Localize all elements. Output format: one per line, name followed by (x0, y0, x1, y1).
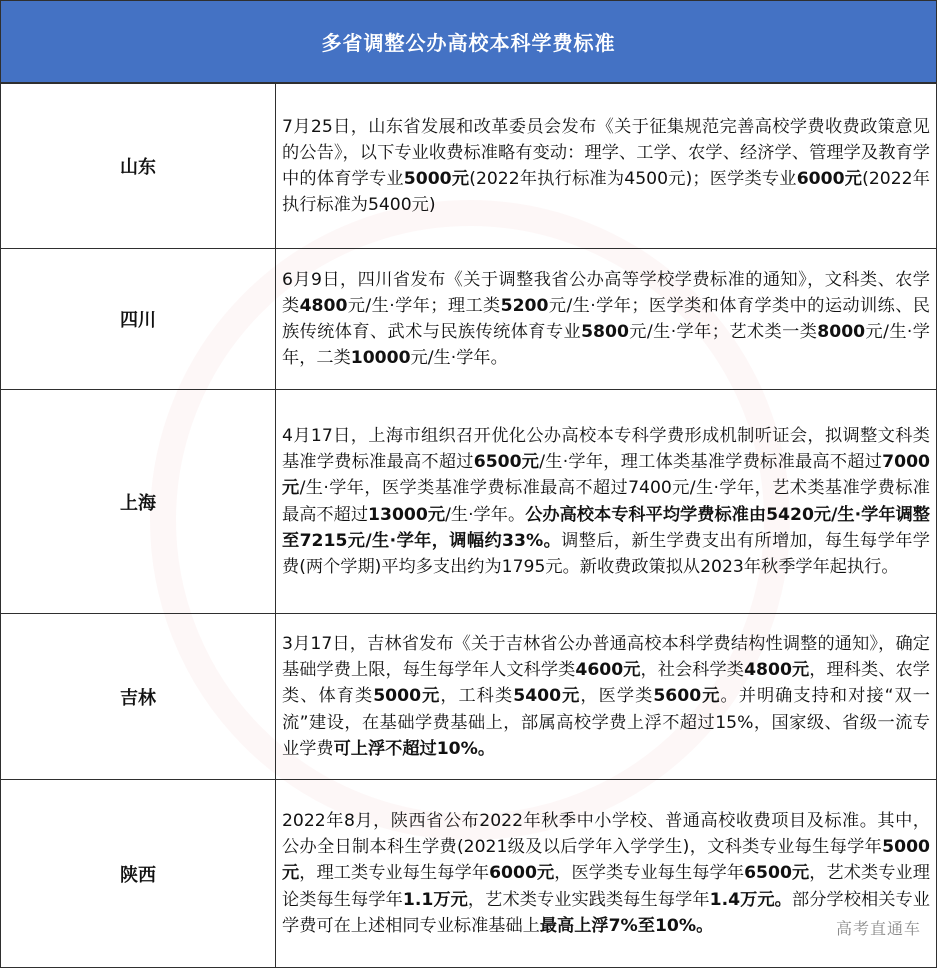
fee-standards-table (0, 83, 937, 968)
table-row (1, 84, 937, 249)
emphasis-text: 5600元 (653, 686, 721, 707)
body-text: ，理科类、农学类、体育类 (282, 660, 930, 707)
emphasis-text: 13000元 (368, 504, 446, 525)
body-text: ，艺术类专业实践类每生每学年 (467, 889, 710, 910)
province-cell: 陕西 (1, 780, 276, 968)
emphasis-text: 可上浮不超过10%。 (333, 738, 496, 759)
emphasis-text: 4800元 (744, 660, 810, 681)
emphasis-text: 5000元 (373, 686, 441, 707)
emphasis-text: 4800 (299, 295, 348, 316)
body-text: 调整后，新生学费支出有所增加，每生每学年学费(两个学期)平均多支出约为1795元。新收费政策拟从2023年秋季学年起执行。 (282, 530, 930, 577)
body-text: ，医学类专业每生每学年 (554, 863, 745, 884)
body-text: 2022年8月，陕西省公布2022年秋季中小学校、普通高校收费项目及标准。其中，公办全日制本科生学费(2021级及以后学年入学学生)，文科类专业每生每学年 (282, 810, 930, 858)
body-text: /生·学年，理工体类基准学费标准最高不超过 (539, 452, 883, 473)
body-text: 元/生·学年；艺术类一类 (628, 322, 818, 342)
emphasis-text: 5400元 (513, 686, 581, 707)
body-text: 3月17日，吉林省发布《关于吉林省公办普通高校本科学费结构性调整的通知》，确定基础学费上限，每生每学年人文科学类 (282, 633, 930, 681)
description-cell (276, 249, 937, 390)
body-text: (2022年执行标准为4500元)；医学类专业 (469, 169, 797, 189)
emphasis-text: 最高上浮7%至10%。 (539, 915, 714, 936)
body-text: 。并明确支持和对接“双一流”建设，在基础学费基础上，部属高校学费上浮不超过15%，国家级、省级一流专业学费 (282, 686, 930, 759)
body-text: 元/生·学年，二类 (282, 322, 930, 369)
description-cell (276, 780, 937, 968)
emphasis-text: 7000元 (282, 452, 930, 499)
emphasis-text: 5800 (581, 322, 629, 342)
province-cell: 上海 (1, 390, 276, 614)
emphasis-text: 公办高校本专科平均学费标准由5420元/生·学年调整至7215元/生·学年，调幅约33%。 (282, 504, 930, 551)
body-text: 元/生·学年；医学类和体育学类中的运动训练、民族传统体育、武术与民族传统体育专业 (282, 295, 930, 342)
province-cell: 吉林 (1, 614, 276, 780)
body-text: ，医学类 (580, 686, 654, 707)
province-cell: 山东 (1, 84, 276, 249)
emphasis-text: 6000元 (796, 169, 863, 189)
table-row (1, 780, 937, 968)
body-text: ，理工类专业每生每学年 (299, 863, 490, 884)
emphasis-text: 5000元 (282, 837, 930, 884)
description-cell (276, 614, 937, 780)
province-cell: 四川 (1, 249, 276, 390)
description-cell (276, 84, 937, 249)
body-text: ，工科类 (440, 686, 514, 707)
emphasis-text: 1.1万元 (402, 889, 468, 910)
table-row (1, 249, 937, 390)
body-text: 4月17日，上海市组织召开优化公办高校本专科学费形成机制听证会，拟调整文科类基准学费标准最高不超过 (282, 425, 930, 473)
body-text: 元/生·学年。 (410, 348, 508, 369)
table-title (0, 0, 937, 83)
emphasis-text: 6500元 (744, 863, 810, 884)
table-row (1, 390, 937, 614)
emphasis-text: 1.4万元。 (709, 889, 792, 910)
description-cell (276, 390, 937, 614)
body-text: 7月25日，山东省发展和改革委员会发布《关于征集规范完善高校学费收费政策意见的公告》，以下专业收费标准略有变动：理学、工学、农学、经济学、管理学及教育学中的体育学专业 (282, 116, 930, 189)
body-text: (2022年执行标准为5400元) (282, 169, 930, 216)
body-text: 部分学校相关专业学费可在上述相同专业标准基础上 (282, 889, 930, 936)
emphasis-text: 6500元 (473, 452, 540, 473)
emphasis-text: 10000 (350, 348, 411, 369)
body-text: 6月9日，四川省发布《关于调整我省公办高等学校学费标准的通知》，文科类、农学类 (282, 269, 930, 316)
emphasis-text: 5200 (500, 295, 549, 316)
table-row (1, 614, 937, 780)
emphasis-text: 6000元 (489, 863, 555, 884)
title-text: 多省调整公办高校本科学费标准 (321, 31, 616, 55)
emphasis-text: 4600元 (575, 660, 641, 681)
body-text: ，社会科学类 (640, 660, 745, 681)
emphasis-text: 8000 (817, 322, 866, 342)
body-text: 元/生·学年；理工类 (347, 295, 501, 316)
body-text: /生·学年，医学类基准学费标准最高不超过7400元/生·学年，艺术类基准学费标准最高不超过 (282, 478, 930, 525)
source-watermark: 高考直通车 (835, 919, 921, 938)
body-text: /生·学年。 (445, 504, 526, 525)
emphasis-text: 5000元 (403, 169, 470, 189)
body-text: ，艺术类专业理论类每生每学年 (282, 863, 930, 910)
